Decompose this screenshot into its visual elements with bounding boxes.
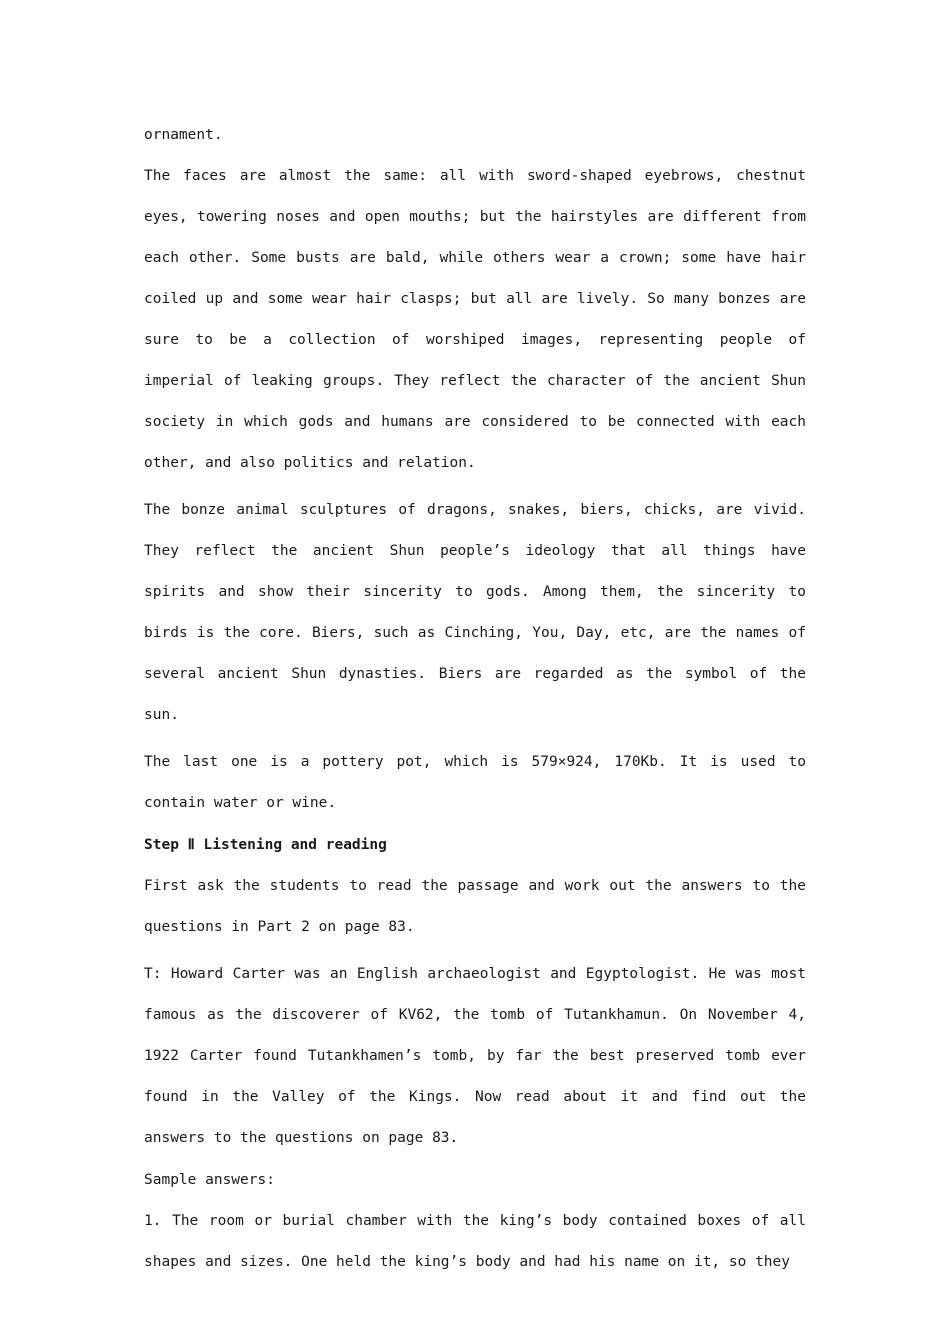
document-page	[144, 120, 806, 1289]
paragraph-ornament: ornament.	[144, 127, 223, 143]
step-heading: Step Ⅱ Listening and reading	[144, 837, 387, 853]
paragraph-answer-1: 1. The room or burial chamber with the king’s body contained boxes of all shapes and sizes. One held the king’s body and had his name on it, so they	[144, 1213, 806, 1270]
paragraph-instructions: First ask the students to read the passage and work out the answers to the questions in Part 2 on page 83.	[144, 878, 806, 935]
paragraph-howard-carter: T: Howard Carter was an English archaeologist and Egyptologist. He was most famous as the discoverer of KV62, the tomb of Tutankhamun. On November 4, 1922 Carter found Tutankhamen’s tomb, by far the best preserved tomb ever found in the Valley of the Kings. Now read about it and find out the answers to the questions on page 83.	[144, 966, 806, 1146]
paragraph-pottery-pot: The last one is a pottery pot, which is 579×924, 170Kb. It is used to contain water or wine.	[144, 754, 806, 811]
paragraph-sample-answers: Sample answers:	[144, 1172, 275, 1188]
paragraph-animal-sculptures: The bonze animal sculptures of dragons, snakes, biers, chicks, are vivid. They reflect the ancient Shun people’s ideology that all things have spirits and show their sincerity to gods. Among them, the sincerity to birds is the core. Biers, such as Cinching, You, Day, etc, are the names of several ancient Shun dynasties. Biers are regarded as the symbol of the sun.	[144, 502, 806, 723]
paragraph-faces: The faces are almost the same: all with sword-shaped eyebrows, chestnut eyes, towering noses and open mouths; but the hairstyles are different from each other. Some busts are bald, while others wear a crown; some have hair coiled up and some wear hair clasps; but all are lively. So many bonzes are sure to be a collection of worshiped images, representing people of imperial of leaking groups. They reflect the character of the ancient Shun society in which gods and humans are considered to be connected with each other, and also politics and relation.	[144, 168, 806, 471]
